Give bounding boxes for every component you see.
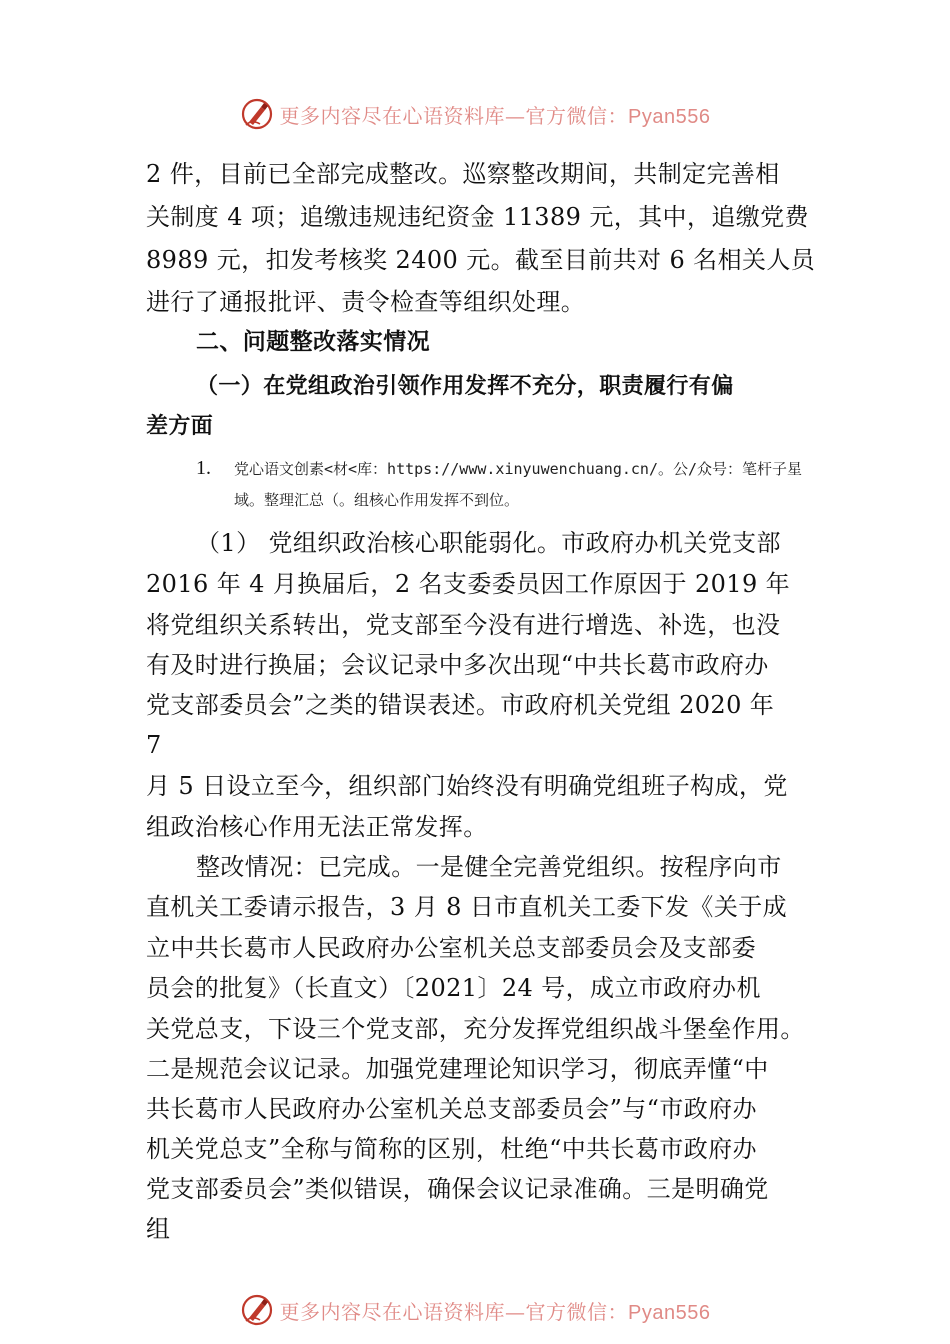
body-line: 组 [146, 1215, 171, 1243]
body-line: 整改情况：已完成。一是健全完善党组织。按程序向市 [196, 853, 782, 881]
body-line: 月 5 日设立至今，组织部门始终没有明确党组班子构成，党 [146, 772, 788, 800]
body-line: 进行了通报批评、责令检查等组织处理。 [146, 288, 586, 316]
body-line: 党支部委员会”之类的错误表述。市政府机关党组 2020 年 [146, 691, 775, 719]
body-line: 有及时进行换届；会议记录中多次出现“中共长葛市政府办 [146, 651, 769, 679]
watermark-footer [0, 1288, 950, 1332]
subsection-heading: （一）在党组政治引领作用发挥不充分，职责履行有偏 [196, 373, 734, 399]
watermark-header [0, 92, 950, 136]
pen-logo-icon [240, 97, 274, 131]
body-line: 2 件，目前已全部完成整改。巡察整改期间，共制定完善相 [146, 160, 780, 188]
body-line: 二是规范会议记录。加强党建理论知识学习，彻底弄懂“中 [146, 1055, 769, 1083]
body-line: 立中共长葛市人民政府办公室机关总支部委员会及支部委 [146, 934, 756, 962]
body-line: 2016 年 4 月换届后，2 名支委委员因工作原因于 2019 年 [146, 570, 791, 598]
watermark-text: 更多内容尽在心语资料库—官方微信：Pyan556 [279, 1299, 711, 1324]
watermark-text: 更多内容尽在心语资料库—官方微信：Pyan556 [279, 103, 711, 128]
body-line: 关制度 4 项；追缴违规违纪资金 11389 元，其中，追缴党费 [146, 203, 809, 231]
section-heading: 二、问题整改落实情况 [196, 329, 430, 355]
body-line: （1） 党组织政治核心职能弱化。市政府办机关党支部 [196, 529, 781, 557]
body-line: 党支部委员会”类似错误，确保会议记录准确。三是明确党 [146, 1175, 769, 1203]
body-line: 共长葛市人民政府办公室机关总支部委员会”与“市政府办 [146, 1095, 757, 1123]
body-line: 8989 元，扣发考核奖 2400 元。截至目前共对 6 名相关人员 [146, 246, 816, 274]
body-line: 直机关工委请示报告，3 月 8 日市直机关工委下发《关于成 [146, 893, 788, 921]
body-line: 机关党总支”全称与简称的区别，杜绝“中共长葛市政府办 [146, 1135, 757, 1163]
inserted-note-cont: 域。整理汇总（。组核心作用发挥不到位。 [234, 491, 520, 509]
inserted-note: 党心语文创素<材<库：https://www.xinyuwenchuang.cn/。公/众号：笔杆子星 [234, 460, 803, 478]
body-line: 关党总支，下设三个党支部，充分发挥党组织战斗堡垒作用。 [146, 1015, 805, 1043]
body-line: 组政治核心作用无法正常发挥。 [146, 813, 488, 841]
body-line: 员会的批复》（长直文）〔2021〕24 号，成立市政府办机 [146, 974, 761, 1002]
pen-logo-icon [240, 1293, 274, 1327]
body-line: 7 [146, 731, 162, 759]
subsection-heading-cont: 差方面 [146, 413, 214, 439]
body-line: 将党组织关系转出，党支部至今没有进行增选、补选，也没 [146, 611, 781, 639]
list-number: 1. [196, 457, 211, 479]
